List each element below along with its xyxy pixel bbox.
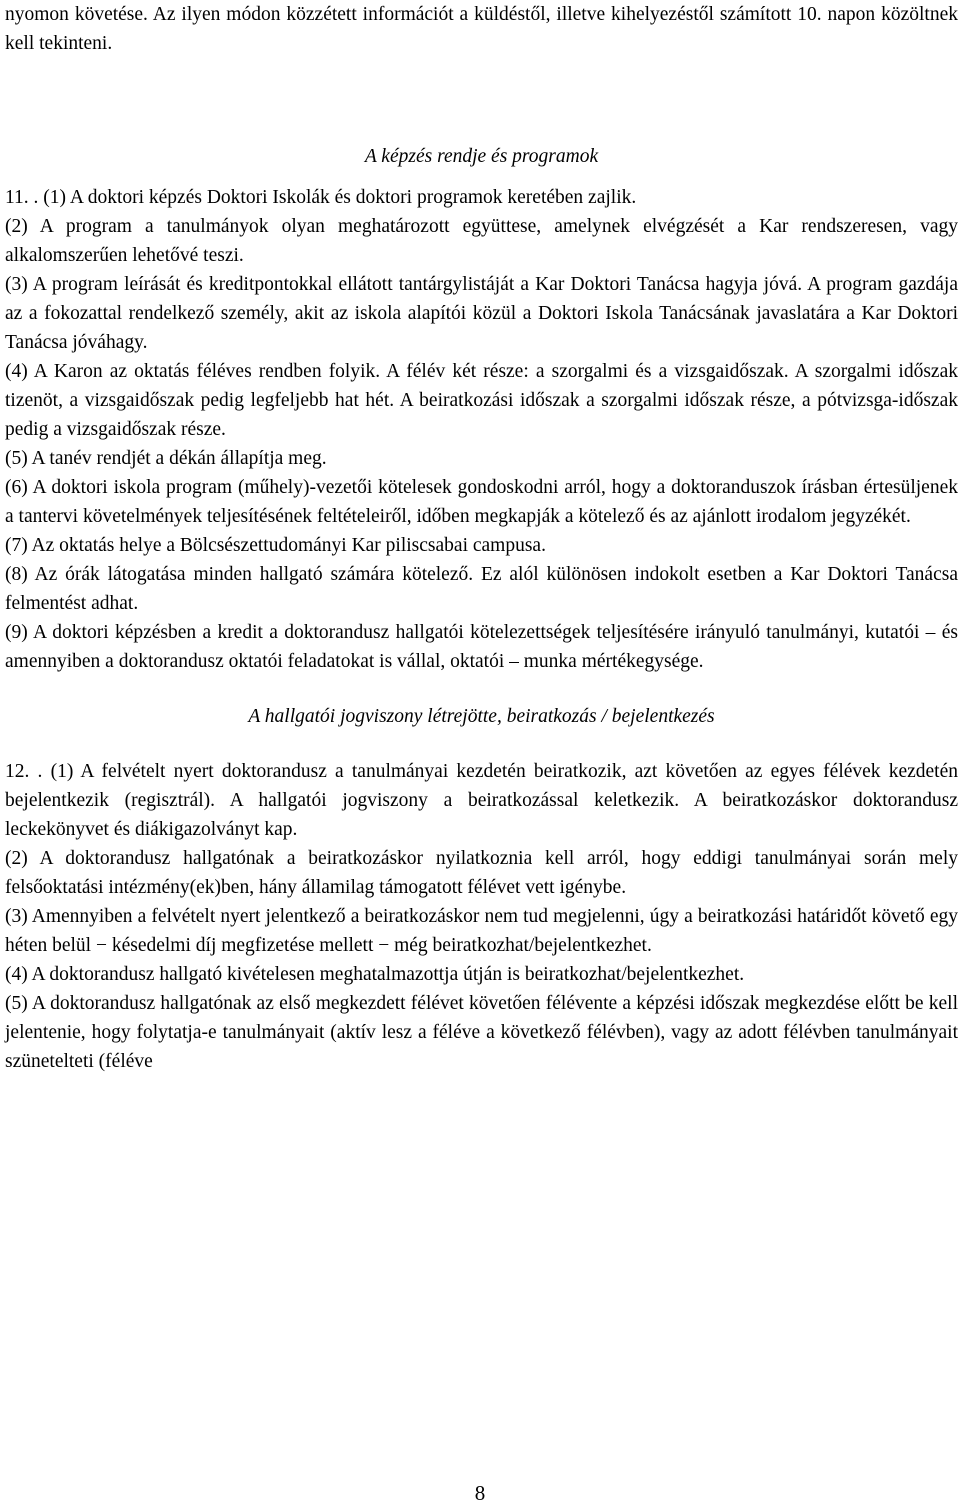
paragraph-12-4: (4) A doktorandusz hallgató kivételesen meghatalmazottja útján is beiratkozhat/bejelentkezhet. (5, 964, 745, 985)
section-heading-training: A képzés rendje és programok (364, 146, 599, 167)
document-page (5, 0, 958, 1076)
paragraph-12-5: (5) A doktorandusz hallgatónak az első megkezdett félévet követően félévente a képzési időszak megkezdése előtt be kell jelentenie, hogy folytatja-e tanulmányait (aktív lesz a féléve a következő félévben), vagy az adott félévben tanulmányait szünetelteti (féléve (5, 993, 958, 1072)
paragraph-11-4: (4) A Karon az oktatás féléves rendben folyik. A félév két része: a szorgalmi és a vizsgaidőszak. A szorgalmi időszak tizenöt, a vizsgaidőszak pedig legfeljebb hat hét. A beiratkozási időszak a szorgalmi időszak része, a pótvizsga-időszak pedig a vizsgaidőszak része. (5, 361, 958, 440)
paragraph-11-7: (7) Az oktatás helye a Bölcsészettudományi Kar piliscsabai campusa. (5, 535, 546, 556)
paragraph-12-3: (3) Amennyiben a felvételt nyert jelentkező a beiratkozáskor nem tud megjelenni, úgy a beiratkozási határidőt követő egy héten belül − késedelmi díj megfizetése mellett − még beiratkozhat/bejelentkezhet. (5, 906, 958, 956)
paragraph-12-2: (2) A doktorandusz hallgatónak a beiratkozáskor nyilatkoznia kell arról, hogy eddigi tanulmányai során mely felsőoktatási intézmény(ek)ben, hány államilag támogatott félévet vett igénybe. (5, 848, 958, 898)
paragraph-11-9: (9) A doktori képzésben a kredit a doktorandusz hallgatói kötelezettségek teljesítésére irányuló tanulmányi, kutatói – és amennyiben a doktorandusz oktatói feladatokat is vállal, oktatói – munka mértékegysége. (5, 622, 958, 672)
intro-paragraph (5, 0, 958, 58)
section-heading-enrollment: A hallgatói jogviszony létrejötte, beiratkozás / bejelentkezés (248, 706, 715, 727)
paragraph-12-1: 12. . (1) A felvételt nyert doktorandusz a tanulmányai kezdetén beiratkozik, azt követően az egyes félévek kezdetén bejelentkezik (regisztrál). A hallgatói jogviszony a beiratkozással keletkezik. A beiratkozáskor doktorandusz leckekönyvet és diákigazolványt kap. (5, 761, 958, 840)
page-number: 8 (474, 1481, 486, 1505)
paragraph-11-6: (6) A doktori iskola program (műhely)-vezetői kötelesek gondoskodni arról, hogy a doktoranduszok írásban értesüljenek a tantervi követelmények teljesítésének feltételeiről, időben megkapják a kötelező és az ajánlott irodalom jegyzékét. (5, 477, 958, 527)
paragraph-11-1: 11. . (1) A doktori képzés Doktori Iskolák és doktori programok keretében zajlik. (5, 187, 637, 208)
paragraph-11-3: (3) A program leírását és kreditpontokkal ellátott tantárgylistáját a Kar Doktori Tanácsa hagyja jóvá. A program gazdája az a fokozattal rendelkező személy, akit az iskola alapítói közül a Doktori Iskola Tanácsának javaslatára a Kar Doktori Tanácsa jóváhagy. (5, 274, 958, 353)
paragraph-11-2: (2) A program a tanulmányok olyan meghatározott együttese, amelynek elvégzését a Kar rendszeresen, vagy alkalomszerűen lehetővé teszi. (5, 216, 958, 266)
intro-line-1: nyomon követése. Az ilyen módon közzétett információt a küldéstől, illetve kihelyezéstől (5, 4, 714, 25)
paragraph-11-5: (5) A tanév rendjét a dékán állapítja meg. (5, 448, 327, 469)
paragraph-11-8: (8) Az órák látogatása minden hallgató számára kötelező. Ez alól különösen indokolt esetben a Kar Doktori Tanácsa felmentést adhat. (5, 564, 958, 614)
intro-line-2: számított 10. napon közöltnek kell tekinteni. (5, 4, 958, 54)
